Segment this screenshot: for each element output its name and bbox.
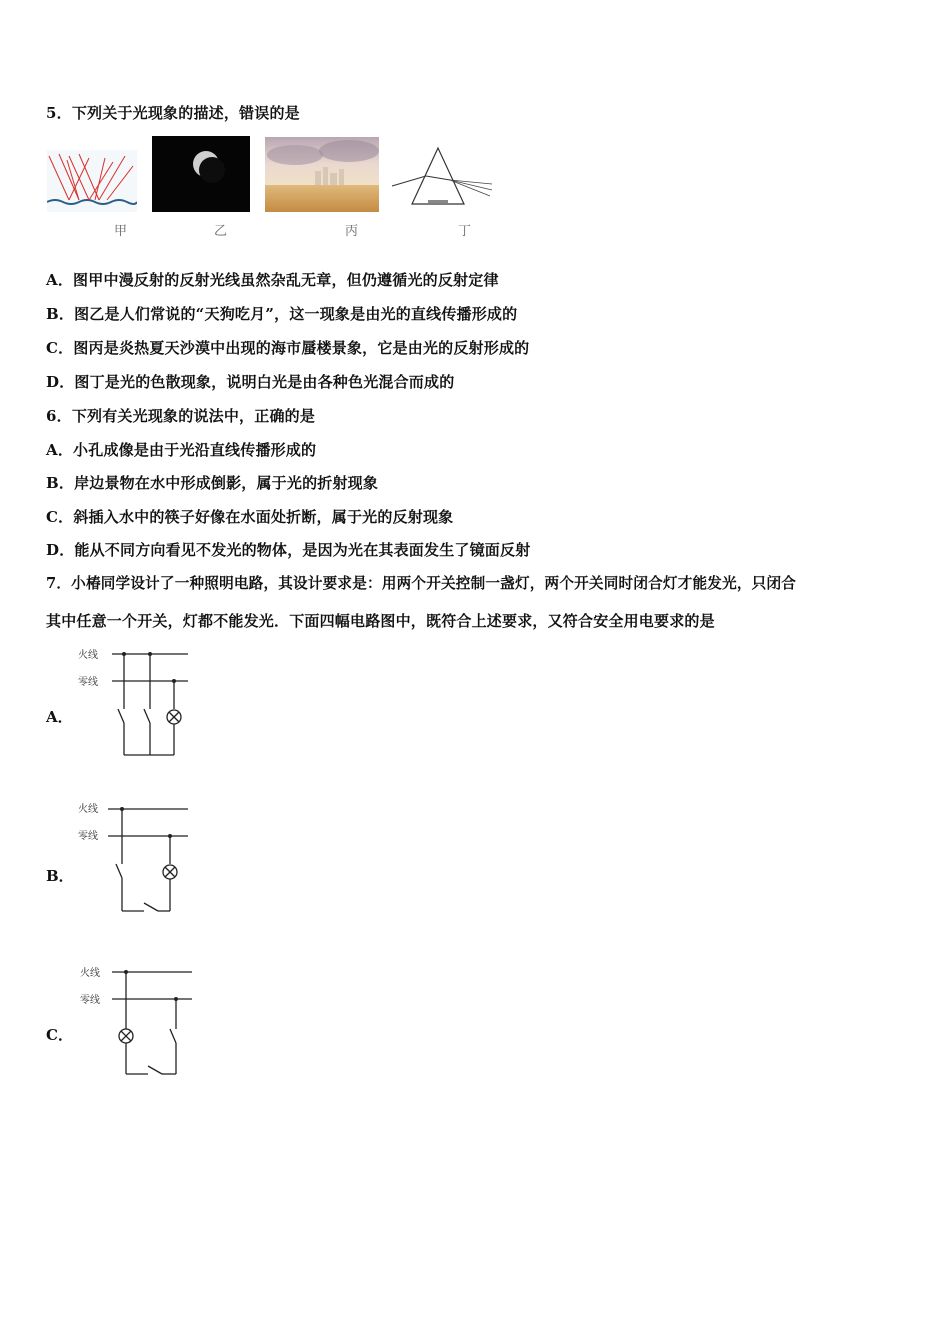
q6-stem: 6．下列有关光现象的说法中，正确的是 [46, 407, 316, 425]
figure-prism-dispersion [390, 144, 496, 214]
q7-stem-line2: 其中任意一个开关，灯都不能发光．下面四幅电路图中，既符合上述要求，又符合安全用电要求的是 [46, 612, 715, 630]
caption-yi: 乙 [214, 224, 228, 239]
circuit-diagram-a [78, 645, 193, 760]
neutral-wire-label: 零线 [78, 677, 98, 688]
circuit-diagram-b [78, 800, 193, 915]
live-wire-label: 火线 [78, 804, 98, 815]
neutral-wire-label: 零线 [80, 995, 100, 1006]
q5-option-c: C．图丙是炎热夏天沙漠中出现的海市蜃楼景象，它是由光的反射形成的 [46, 339, 530, 357]
circuit-diagram-c [80, 963, 195, 1078]
figure-lunar-eclipse [152, 136, 250, 212]
q7-option-a-label: A． [46, 708, 73, 726]
live-wire-label: 火线 [80, 968, 100, 979]
q5-option-d: D．图丁是光的色散现象，说明白光是由各种色光混合而成的 [46, 373, 455, 391]
figure-diffuse-reflection [47, 150, 137, 212]
live-wire-label: 火线 [78, 650, 98, 661]
q7-stem-line1: 7．小椿同学设计了一种照明电路，其设计要求是：用两个开关控制一盏灯，两个开关同时闭合灯才能发光，只闭合 [46, 575, 797, 592]
q6-option-c: C．斜插入水中的筷子好像在水面处折断，属于光的反射现象 [46, 508, 454, 526]
figure-desert-mirage [265, 137, 379, 212]
q7-option-c-label: C． [46, 1026, 73, 1044]
caption-bing: 丙 [345, 224, 359, 239]
q6-option-a: A．小孔成像是由于光沿直线传播形成的 [46, 441, 317, 459]
q7-option-b-label: B． [46, 867, 74, 885]
q6-option-d: D．能从不同方向看见不发光的物体，是因为光在其表面发生了镜面反射 [46, 541, 531, 559]
q5-option-b: B．图乙是人们常说的“天狗吃月”，这一现象是由光的直线传播形成的 [46, 305, 518, 323]
caption-ding: 丁 [458, 224, 472, 239]
q5-stem: 5．下列关于光现象的描述，错误的是 [46, 104, 300, 122]
caption-jia: 甲 [114, 224, 128, 239]
q6-option-b: B．岸边景物在水中形成倒影，属于光的折射现象 [46, 474, 379, 492]
q5-option-a: A．图甲中漫反射的反射光线虽然杂乱无章，但仍遵循光的反射定律 [46, 271, 499, 289]
neutral-wire-label: 零线 [78, 831, 98, 842]
